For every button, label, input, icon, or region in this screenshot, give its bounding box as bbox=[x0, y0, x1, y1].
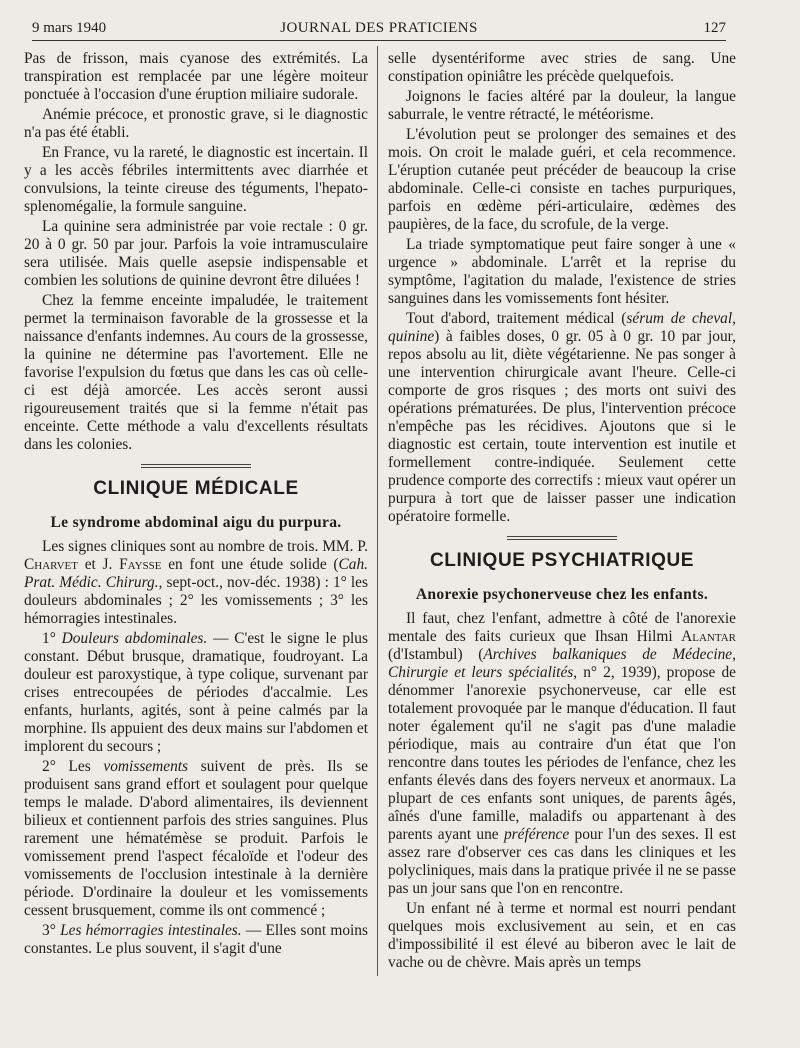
paragraph: 3° Les hémorragies intestinales. — Elles sont moins constantes. Le plus souvent, il s'agit d'une bbox=[24, 922, 368, 957]
author-name: Faysse bbox=[119, 556, 162, 573]
paragraph: La quinine sera administrée par voie rectale : 0 gr. 20 à 0 gr. 50 par jour. Parfois la voie intramusculaire sera utilisée. Mais quelle asepsie indispensable et combien les solutions de quinine devront être diluées ! bbox=[24, 218, 368, 289]
paragraph: Les signes cliniques sont au nombre de trois. MM. P. Charvet et J. Faysse en font une étude solide (Cah. Prat. Médic. Chirurg., sept-oct., nov-déc. 1938) : 1° les douleurs abdominales ; 2° les vomissements ; 3° les hémorragies intestinales. bbox=[24, 538, 368, 627]
left-column bbox=[24, 50, 368, 980]
running-header bbox=[32, 20, 726, 41]
paragraph: Pas de frisson, mais cyanose des extrémités. La transpiration est remplacée par une légère moiteur ponctuée à l'occasion d'une éruption miliaire sudorale. bbox=[24, 50, 368, 103]
section-separator bbox=[507, 536, 617, 540]
paragraph: 1° Douleurs abdominales. — C'est le signe le plus constant. Début brusque, dramatique, foudroyant. La douleur est paroxystique, à type colique, survenant par crises entrecoupées de périodes d'accalmie. Les enfants, hurlants, agités, sont à peine calmés par la morphine. Ils appuient des deux mains sur l'abdomen et implorent du secours ; bbox=[24, 630, 368, 755]
subheading: Les hémorragies intestinales. bbox=[60, 922, 242, 939]
paragraph: Tout d'abord, traitement médical (sérum de cheval, quinine) à faibles doses, 0 gr. 05 à 0 gr. 10 par jour, repos absolu au lit, diète végétarienne. Ne pas songer à une intervention chirurgicale avant l'heure. Celle-ci comporte de gros risques ; des morts ont suivi des opérations prématurées. De plus, l'intervention précoce n'empêche pas les récidives. Ajoutons que si le diagnostic est certain, toute intervention est inutile et formellement contre-indiquée. Seulement cette prudence comporte des correctifs : mieux vaut opérer un purpura à tort que de laisser passer une indication opératoire formelle. bbox=[388, 310, 736, 525]
paragraph: Chez la femme enceinte impaludée, le traitement permet la terminaison favorable de la grossesse et la naissance d'enfants indemnes. Au cours de la grossesse, la quinine ne détermine pas l'avortement. Elle ne favorise l'expulsion du fœtus que dans les cas où celle-ci est déjà amorcée. Les accès seront aussi rigoureusement traités que si la femme n'était pas enceinte. Cette méthode a valu d'excellents résultats dans les colonies. bbox=[24, 292, 368, 453]
section-separator bbox=[141, 464, 251, 468]
section-title: CLINIQUE MÉDICALE bbox=[93, 478, 299, 499]
paragraph: 2° Les vomissements suivent de près. Ils se produisent sans grand effort et soulagent pour quelque temps le malade. D'abord alimentaires, ils deviennent bilieux et contiennent parfois des stries sanguines. Plus rarement une hématémèse se produit. Parfois le vomissement prend l'aspect fécaloïde et l'odeur des vomissements de l'occlusion intestinale à la dernière période. D'ordinaire la douleur et les vomissements cessent brusquement, comme ils ont commencé ; bbox=[24, 758, 368, 919]
paragraph: L'évolution peut se prolonger des semaines et des mois. On croit le malade guéri, et cela recommence. L'éruption cutanée peut précéder de beaucoup la crise abdominale. Celle-ci consiste en taches purpuriques, parfois en œdème péri-articulaire, œdèmes des paupières, de la face, du scrofule, de la verge. bbox=[388, 126, 736, 233]
paragraph: selle dysentériforme avec stries de sang. Une constipation opiniâtre les précède quelquefois. bbox=[388, 50, 736, 85]
header-date: 9 mars 1940 bbox=[32, 20, 107, 36]
paragraph: En France, vu la rareté, le diagnostic est incertain. Il y a les accès fébriles intermittents avec diarrhée et convulsions, la teinte cireuse des téguments, l'hepato-splenomégalie, la formule sanguine. bbox=[24, 144, 368, 215]
article-title: Anorexie psychonerveuse chez les enfants. bbox=[415, 586, 709, 603]
paragraph: Il faut, chez l'enfant, admettre à côté de l'anorexie mentale des faits curieux que Ihsan Hilmi Alantar (d'Istambul) (Archives balkaniques de Médecine, Chirurgie et leurs spécialités, n° 2, 1939), propose de dénommer l'anorexie psychonerveuse, car elle est totalement provoquée par le manque d'éducation. Il faut noter également qu'il ne s'agit pas d'une maladie périodique, mais au contraire d'un état que l'on rencontre dans toutes les périodes de l'enfance, chez les enfants élevés dans des foyers nerveux et anormaux. La plupart de ces enfants sont uniques, de parents âgés, aînés d'une famille, maladifs ou appartenant à des parents ayant une préférence pour l'un des sexes. Il est assez rare d'observer ces cas dans les cliniques et les polycliniques, mais dans la pratique privée il ne se passe pas un jour sans que l'on en rencontre. bbox=[388, 610, 736, 897]
header-page-number: 127 bbox=[703, 20, 726, 36]
article-title: Le syndrome abdominal aigu du purpura. bbox=[50, 514, 342, 531]
emphasis: préférence bbox=[503, 826, 570, 843]
subheading: Douleurs abdominales. bbox=[61, 630, 208, 647]
column-divider bbox=[377, 46, 378, 976]
emphasis: sérum de cheval, quinine bbox=[388, 310, 736, 345]
paragraph: Un enfant né à terme et normal est nourri pendant quelques mois exclusivement au sein, et en cas d'impossibilité il est élevé au biberon avec le lait de vache ou de chèvre. Mais après un temps bbox=[388, 900, 736, 971]
citation: Cah. Prat. Médic. Chirurg. bbox=[24, 556, 368, 591]
subheading: vomissements bbox=[103, 758, 189, 775]
right-column bbox=[388, 50, 736, 980]
section-title: CLINIQUE PSYCHIATRIQUE bbox=[429, 550, 695, 571]
paragraph: Anémie précoce, et pronostic grave, si le diagnostic n'a pas été établi. bbox=[24, 106, 368, 141]
paragraph: La triade symptomatique peut faire songer à une « urgence » abdominale. L'arrêt et la reprise du symptôme, l'agitation du malade, l'existence de stries sanguines dans les vomissements font hésiter. bbox=[388, 236, 736, 307]
author-name: Alantar bbox=[681, 628, 736, 645]
paragraph: Joignons le facies altéré par la douleur, la langue saburrale, le ventre rétracté, le météorisme. bbox=[388, 88, 736, 123]
author-name: Charvet bbox=[24, 556, 78, 573]
citation: Archives balkaniques de Médecine, Chirurgie et leurs spécialités bbox=[388, 646, 736, 681]
header-journal-title: JOURNAL DES PRATICIENS bbox=[280, 20, 478, 36]
